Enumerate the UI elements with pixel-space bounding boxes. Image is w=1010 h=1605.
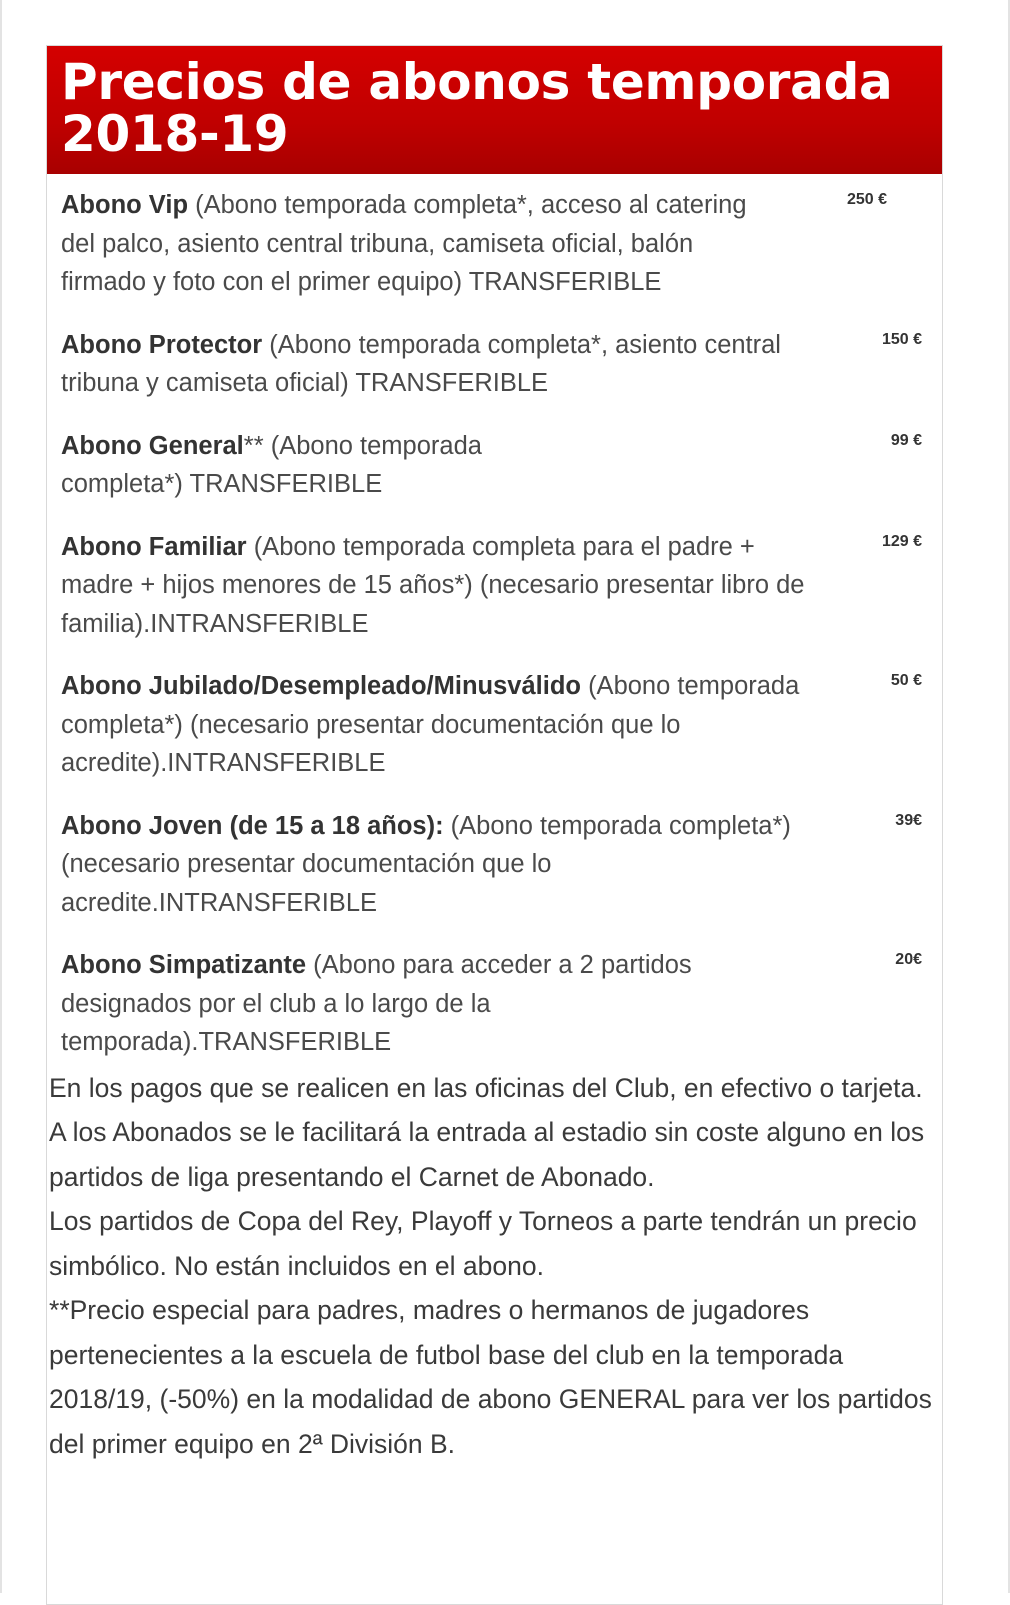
item-description: (Abono temporada completa*) (necesario presentar documentación que lo acredite).INTRANSFERIBLE	[61, 672, 800, 777]
note-special-price: **Precio especial para padres, madres o hermanos de jugadores pertenecientes a la escuela de futbol base del club en la temporada 2018/19, (-50%) en la modalidad de abono GENERAL para ver los partidos del primer equipo en 2ª División B.	[49, 1295, 932, 1459]
item-name: Abono Jubilado/Desempleado/Minusválido	[61, 672, 581, 700]
prices-header	[47, 46, 942, 174]
page-title: Precios de abonos temporada 2018-19	[61, 53, 893, 163]
price-item-familiar	[47, 528, 942, 644]
item-price: 39€	[895, 811, 922, 829]
note-stadium-access: A los Abonados se le facilitará la entrada al estadio sin coste alguno en los partidos de liga presentando el Carnet de Abonado.	[49, 1117, 925, 1192]
price-item-protector	[47, 326, 942, 403]
item-name: Abono Joven (de 15 a 18 años):	[61, 811, 444, 840]
item-price: 99 €	[890, 431, 922, 449]
item-description: (Abono temporada completa*) (necesario presentar documentación que lo acredite.INTRANSFERIBLE	[61, 811, 791, 917]
price-item-simpatizante	[47, 946, 942, 1062]
item-description: (Abono para acceder a 2 partidos designados por el club a lo largo de la temporada).TRANSFERIBLE	[61, 951, 692, 1056]
item-price: 150 €	[881, 330, 922, 348]
note-payment: En los pagos que se realicen en las oficinas del Club, en efectivo o tarjeta.	[49, 1072, 923, 1103]
price-item-joven	[47, 807, 942, 923]
item-price: 250 €	[846, 191, 887, 208]
item-price: 129 €	[881, 532, 922, 550]
prices-list	[47, 174, 942, 1062]
price-item-general	[47, 427, 942, 504]
note-cup-matches: Los partidos de Copa del Rey, Playoff y Torneos a parte tendrán un precio simbólico. No están incluidos en el abono.	[49, 1206, 917, 1281]
item-name: Abono General	[61, 431, 244, 460]
price-item-jubilado	[47, 667, 942, 783]
item-description: (Abono temporada completa para el padre + madre + hijos menores de 15 años*) (necesario presentar libro de familia).INTRANSFERIBLE	[61, 532, 805, 638]
item-name: Abono Vip	[61, 191, 189, 219]
item-description: (Abono temporada completa*, asiento central tribuna y camiseta oficial) TRANSFERIBLE	[61, 330, 781, 397]
item-price: 20€	[895, 951, 922, 968]
prices-card	[46, 45, 943, 1605]
item-name: Abono Simpatizante	[61, 951, 307, 979]
item-name: Abono Familiar	[61, 532, 247, 561]
item-price: 50 €	[890, 672, 922, 689]
item-name: Abono Protector	[61, 330, 263, 359]
item-description: ** (Abono temporada completa*) TRANSFERIBLE	[61, 431, 482, 498]
price-item-vip	[47, 186, 907, 302]
item-description: (Abono temporada completa*, acceso al catering del palco, asiento central tribuna, camiseta oficial, balón firmado y foto con el primer equipo) TRANSFERIBLE	[61, 191, 747, 296]
notes-section	[47, 1066, 942, 1467]
